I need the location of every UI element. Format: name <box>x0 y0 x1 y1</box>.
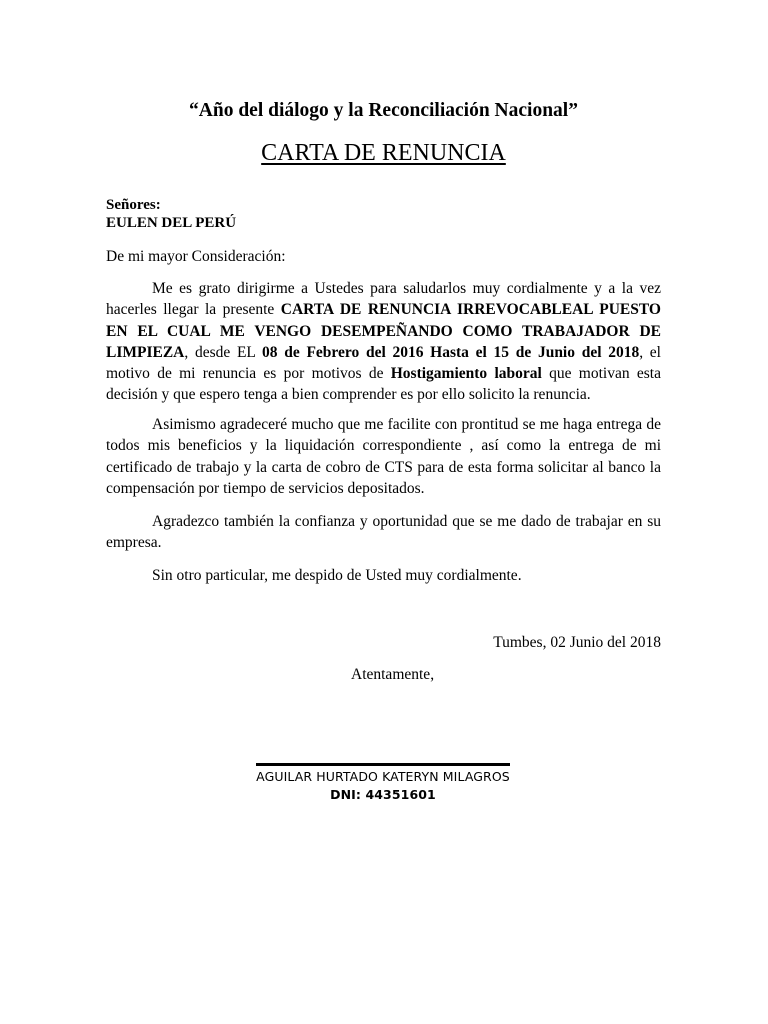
paragraph-1-bold-dates: 08 de Febrero del 2016 Hasta el 15 de Junio del 2018 <box>262 343 640 361</box>
year-motto: “Año del diálogo y la Reconciliación Nacional” <box>189 100 578 121</box>
recipient-company: EULEN DEL PERÚ <box>106 215 237 231</box>
paragraph-1-text-2: , desde EL <box>184 343 263 361</box>
letter-title <box>106 139 661 167</box>
letter-page <box>106 0 661 1024</box>
paragraph-1-bold-position: CARTA DE RENUNCIA IRREVOCABLEAL PUESTO EN EL CUAL ME VENGO DESEMPEÑANDO COMO TRABAJADOR DE LIMPIEZA <box>106 301 661 361</box>
signature-line <box>256 763 510 766</box>
paragraph-1-text-4: que motivan esta decisión y que espero tenga a bien comprender es por ello solicito la renuncia. <box>106 365 661 404</box>
paragraph-resignation <box>106 278 661 406</box>
signer-name: AGUILAR HURTADO KATERYN MILAGROS <box>256 769 510 784</box>
greeting: De mi mayor Consideración: <box>106 248 286 265</box>
paragraph-benefits: Asimismo agradeceré mucho que me facilite con prontitud se me haga entrega de todos mis beneficios y la liquidación correspondiente , así como la entrega de mi certificado de trabajo y la carta de cobro de CTS para de esta forma solicitar al banco la compensación por tiempo de servicios depositados. <box>106 416 661 497</box>
place-date: Tumbes, 02 Junio del 2018 <box>493 634 661 651</box>
letter-title-text: CARTA DE RENUNCIA <box>261 140 506 166</box>
recipient-salutation: Señores: <box>106 197 161 213</box>
paragraph-1-bold-reason: Hostigamiento laboral <box>390 365 542 383</box>
signer-dni: DNI: 44351601 <box>330 787 436 802</box>
paragraph-1-text-3: , el motivo de mi renuncia es por motivos de <box>106 343 661 383</box>
paragraph-thanks: Agradezco también la confianza y oportunidad que se me dado de trabajar en su empresa. <box>106 513 661 552</box>
paragraph-farewell: Sin otro particular, me despido de Usted muy cordialmente. <box>152 567 522 584</box>
closing: Atentamente, <box>351 666 435 683</box>
recipient-block <box>106 196 236 232</box>
paragraph-1-text-1: Me es grato dirigirme a Ustedes para saludarlos muy cordialmente y a la vez hacerles llegar la presente <box>106 280 661 319</box>
